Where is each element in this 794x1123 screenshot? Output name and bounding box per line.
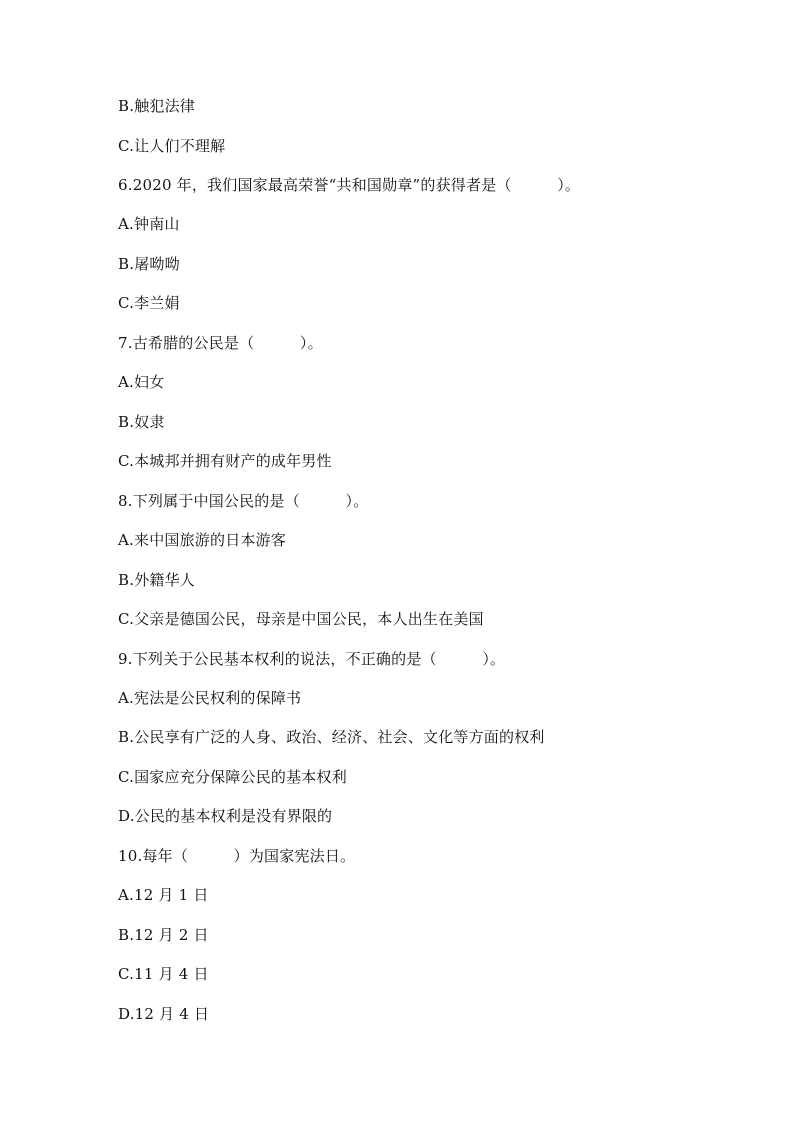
option-6c: C.李兰娟 — [118, 294, 180, 312]
option-7b: B.奴隶 — [118, 413, 165, 431]
option-9b: B.公民享有广泛的人身、政治、经济、社会、文化等方面的权利 — [118, 728, 545, 746]
option-9c: C.国家应充分保障公民的基本权利 — [118, 768, 347, 786]
option-7a: A.妇女 — [118, 373, 165, 391]
option-8b: B.外籍华人 — [118, 571, 195, 589]
option-5b: B.触犯法律 — [118, 97, 195, 115]
option-6b: B.屠呦呦 — [118, 255, 180, 273]
question-6: 6.2020 年，我们国家最高荣誉“共和国勋章”的获得者是（ ）。 — [118, 176, 581, 194]
option-8c: C.父亲是德国公民，母亲是中国公民，本人出生在美国 — [118, 610, 484, 628]
option-8a: A.来中国旅游的日本游客 — [118, 531, 287, 549]
option-5c: C.让人们不理解 — [118, 137, 226, 155]
question-8: 8.下列属于中国公民的是（ ）。 — [118, 492, 369, 510]
question-10: 10.每年（ ）为国家宪法日。 — [118, 847, 356, 865]
option-10d: D.12 月 4 日 — [118, 1005, 210, 1023]
question-9: 9.下列关于公民基本权利的说法，不正确的是（ ）。 — [118, 650, 506, 668]
option-7c: C.本城邦并拥有财产的成年男性 — [118, 452, 332, 470]
option-10c: C.11 月 4 日 — [118, 965, 209, 983]
question-7: 7.古希腊的公民是（ ）。 — [118, 334, 323, 352]
option-10b: B.12 月 2 日 — [118, 926, 209, 944]
option-9d: D.公民的基本权利是没有界限的 — [118, 807, 333, 825]
option-6a: A.钟南山 — [118, 215, 180, 233]
option-9a: A.宪法是公民权利的保障书 — [118, 689, 302, 707]
option-10a: A.12 月 1 日 — [118, 886, 209, 904]
